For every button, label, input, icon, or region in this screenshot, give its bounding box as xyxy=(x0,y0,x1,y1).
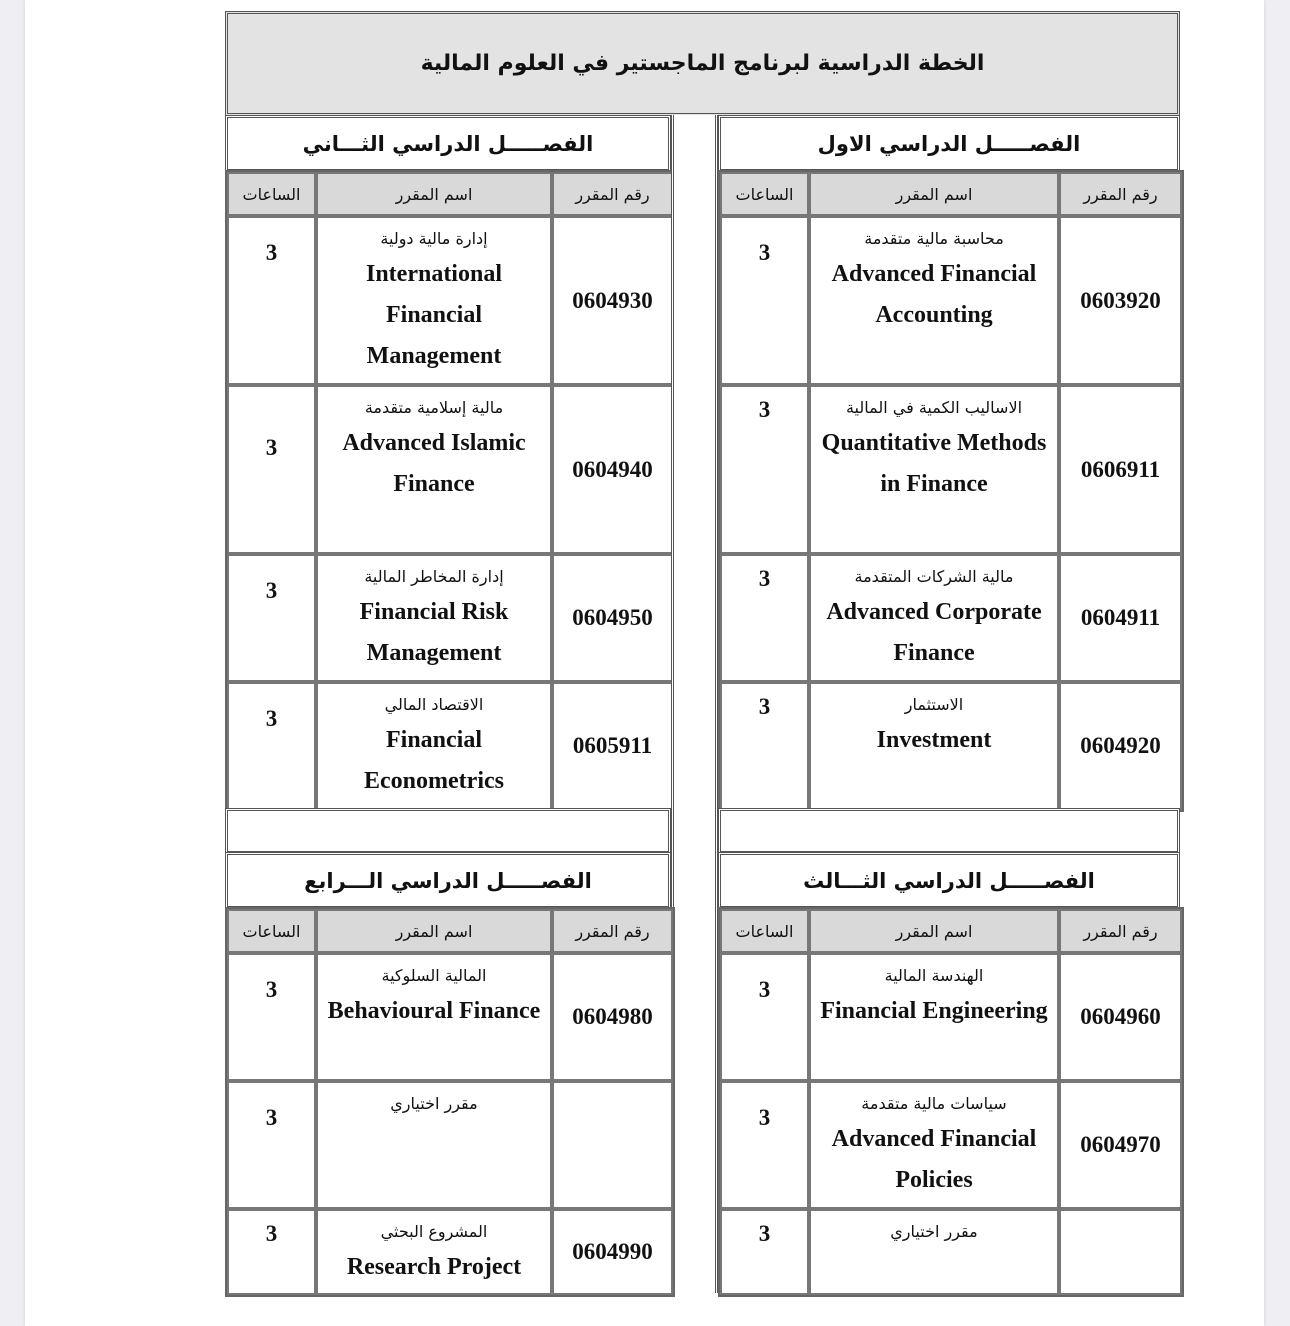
table-row xyxy=(227,385,673,554)
course-name-en: Advanced Financial Accounting xyxy=(831,261,1037,328)
center-gap-column xyxy=(671,115,718,1293)
semester-4-title-text: الفصـــــل الدراسي الـــرابع xyxy=(304,868,592,893)
course-hours: 3 xyxy=(720,385,809,554)
col-header-course-name: اسم المقرر xyxy=(316,172,552,216)
semester-4-title xyxy=(225,852,671,909)
table-row xyxy=(227,953,673,1081)
semester-1-title-text: الفصـــــل الدراسي الاول xyxy=(817,131,1081,156)
course-name-en: Investment xyxy=(876,727,992,753)
course-name xyxy=(316,1081,552,1209)
course-code xyxy=(552,1081,673,1209)
col-header-course-number: رقم المقرر xyxy=(1059,909,1182,953)
table-header-row xyxy=(720,909,1182,953)
course-name xyxy=(809,216,1059,385)
course-name xyxy=(809,385,1059,554)
semester-1-table xyxy=(718,170,1184,812)
course-code xyxy=(1059,1209,1182,1295)
course-name xyxy=(809,1081,1059,1209)
course-name-en: Research Project xyxy=(346,1254,522,1280)
course-name xyxy=(316,953,552,1081)
semester-1-title xyxy=(718,115,1180,172)
course-code: 0604930 xyxy=(552,216,673,385)
course-name-ar: الاقتصاد المالي xyxy=(384,695,484,714)
table-header-row xyxy=(720,172,1182,216)
course-code: 0604980 xyxy=(552,953,673,1081)
course-code: 0605911 xyxy=(552,682,673,810)
course-name-en: Behavioural Finance xyxy=(327,998,541,1024)
table-row xyxy=(227,554,673,682)
semester-2-table xyxy=(225,170,675,812)
course-code: 0604950 xyxy=(552,554,673,682)
course-hours: 3 xyxy=(720,1209,809,1295)
course-name xyxy=(809,554,1059,682)
course-code: 0604970 xyxy=(1059,1081,1182,1209)
course-name xyxy=(316,216,552,385)
course-name-en: Advanced Corporate Finance xyxy=(826,599,1042,666)
course-name-en: Financial Risk Management xyxy=(359,599,509,666)
table-row xyxy=(227,1081,673,1209)
col-header-hours: الساعات xyxy=(720,172,809,216)
course-hours: 3 xyxy=(720,1081,809,1209)
course-name-en: Quantitative Methods in Finance xyxy=(821,430,1047,497)
course-name xyxy=(809,682,1059,810)
course-name-en: Advanced Islamic Finance xyxy=(342,430,526,497)
course-hours: 3 xyxy=(227,1209,316,1295)
course-hours: 3 xyxy=(227,682,316,810)
col-header-course-name: اسم المقرر xyxy=(316,909,552,953)
spacer-left xyxy=(225,808,671,854)
course-name xyxy=(316,1209,552,1295)
course-code: 0606911 xyxy=(1059,385,1182,554)
table-row xyxy=(720,554,1182,682)
course-name-ar: الاساليب الكمية في المالية xyxy=(845,398,1023,417)
course-name-ar: المالية السلوكية xyxy=(381,966,487,985)
course-code: 0603920 xyxy=(1059,216,1182,385)
semester-4-table xyxy=(225,907,675,1297)
course-hours: 3 xyxy=(720,554,809,682)
course-hours: 3 xyxy=(227,554,316,682)
course-hours: 3 xyxy=(227,385,316,554)
course-name-ar: إدارة المخاطر المالية xyxy=(364,567,504,586)
course-code: 0604940 xyxy=(552,385,673,554)
col-header-course-name: اسم المقرر xyxy=(809,172,1059,216)
semester-3-title xyxy=(718,852,1180,909)
table-row xyxy=(720,953,1182,1081)
col-header-course-number: رقم المقرر xyxy=(552,172,673,216)
course-name-ar: الاستثمار xyxy=(904,695,964,714)
course-name-ar: مقرر اختياري xyxy=(890,1222,978,1241)
course-name-ar: سياسات مالية متقدمة xyxy=(861,1094,1007,1113)
table-row xyxy=(720,385,1182,554)
course-hours: 3 xyxy=(720,682,809,810)
course-code: 0604911 xyxy=(1059,554,1182,682)
course-code: 0604920 xyxy=(1059,682,1182,810)
course-name-en: Financial Engineering xyxy=(820,998,1048,1024)
course-name xyxy=(809,953,1059,1081)
course-name-ar: مالية الشركات المتقدمة xyxy=(854,567,1014,586)
col-header-hours: الساعات xyxy=(720,909,809,953)
col-header-hours: الساعات xyxy=(227,909,316,953)
table-row xyxy=(720,216,1182,385)
course-name xyxy=(316,682,552,810)
col-header-hours: الساعات xyxy=(227,172,316,216)
course-code: 0604960 xyxy=(1059,953,1182,1081)
document-page xyxy=(25,0,1264,1326)
course-name-en: Financial Econometrics xyxy=(364,727,504,794)
table-row xyxy=(720,1081,1182,1209)
course-name xyxy=(809,1209,1059,1295)
semester-2-title xyxy=(225,115,671,172)
col-header-course-number: رقم المقرر xyxy=(1059,172,1182,216)
course-name-ar: محاسبة مالية متقدمة xyxy=(864,229,1004,248)
col-header-course-number: رقم المقرر xyxy=(552,909,673,953)
course-hours: 3 xyxy=(227,953,316,1081)
semester-2-title-text: الفصـــــل الدراسي الثـــاني xyxy=(302,131,594,156)
table-row xyxy=(720,1209,1182,1295)
course-code: 0604990 xyxy=(552,1209,673,1295)
course-hours: 3 xyxy=(227,216,316,385)
course-name-en: International Financial Management xyxy=(365,261,502,369)
course-name xyxy=(316,385,552,554)
course-name-en: Advanced Financial Policies xyxy=(831,1126,1037,1193)
course-hours: 3 xyxy=(227,1081,316,1209)
table-row xyxy=(227,1209,673,1295)
course-name-ar: مالية إسلامية متقدمة xyxy=(364,398,504,417)
table-row xyxy=(227,216,673,385)
semester-3-table xyxy=(718,907,1184,1297)
study-plan-title-text: الخطة الدراسية لبرنامج الماجستير في العلوم المالية xyxy=(420,51,985,76)
course-hours: 3 xyxy=(720,953,809,1081)
course-name-ar: المشروع البحثي xyxy=(380,1222,488,1241)
table-row xyxy=(720,682,1182,810)
table-header-row xyxy=(227,172,673,216)
semester-3-title-text: الفصـــــل الدراسي الثـــالث xyxy=(803,868,1095,893)
course-hours: 3 xyxy=(720,216,809,385)
table-row xyxy=(227,682,673,810)
col-header-course-name: اسم المقرر xyxy=(809,909,1059,953)
table-header-row xyxy=(227,909,673,953)
course-name-ar: إدارة مالية دولية xyxy=(380,229,488,248)
study-plan-title xyxy=(225,11,1180,116)
course-name-ar: مقرر اختياري xyxy=(390,1094,478,1113)
course-name-ar: الهندسة المالية xyxy=(884,966,984,985)
course-name xyxy=(316,554,552,682)
spacer-right xyxy=(718,808,1180,854)
